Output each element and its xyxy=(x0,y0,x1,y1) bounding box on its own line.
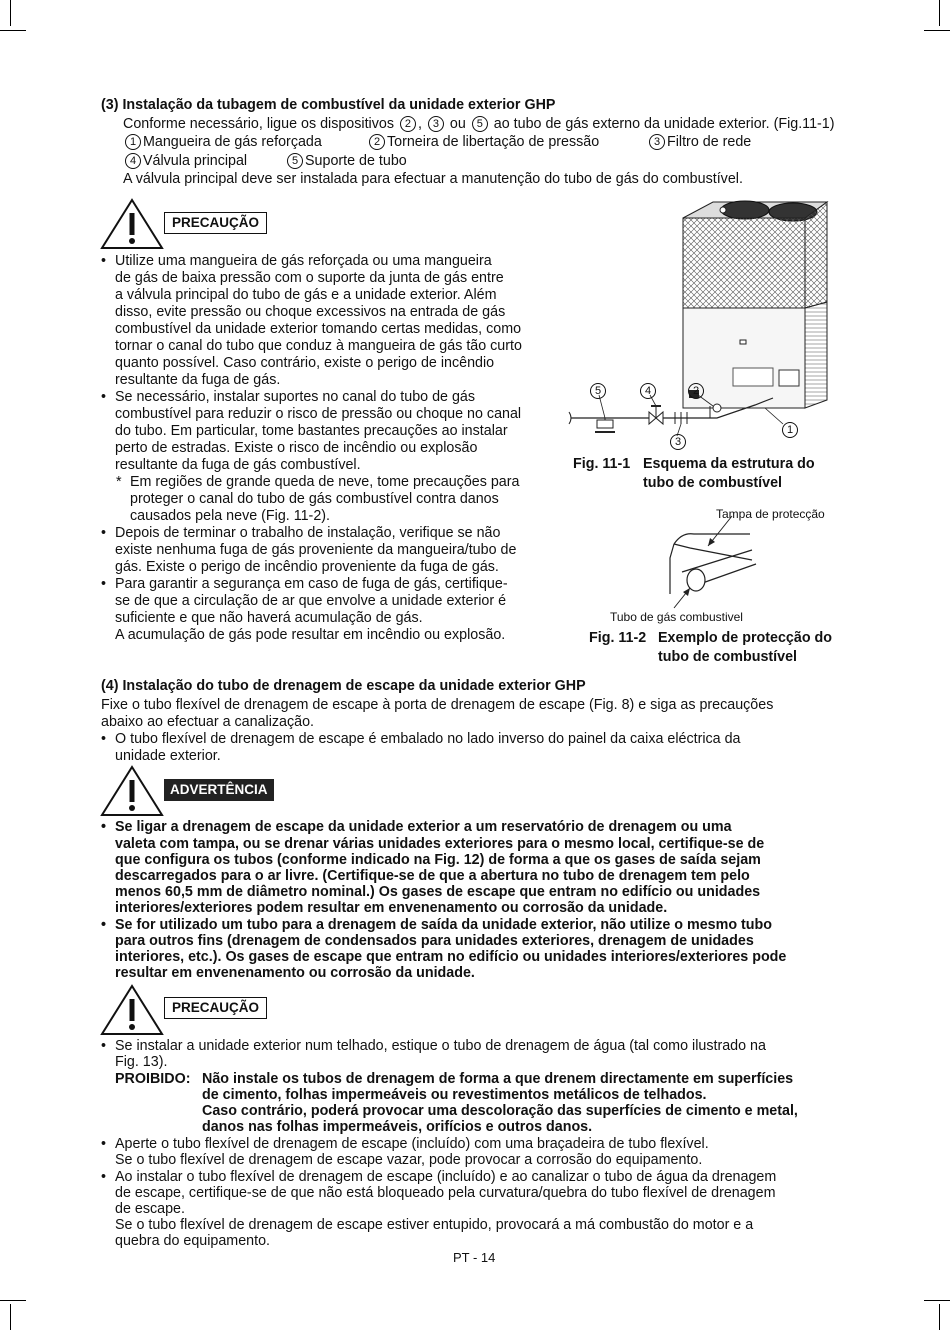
fig1-caption-line2: tubo de combustível xyxy=(643,475,783,491)
number-marker: 2 xyxy=(369,134,385,150)
section3-note: A válvula principal deve ser instalada para efectuar a manutenção do tubo de gás do combustível. xyxy=(123,171,743,187)
text-line: gás. Existe o perigo de incêndio proveniente da fuga de gás. xyxy=(115,559,499,575)
caution-label: PRECAUÇÃO xyxy=(164,997,267,1019)
text-line: combustível para reduzir o risco de pressão ou choque no canal xyxy=(115,406,522,422)
crop-mark xyxy=(10,1304,11,1330)
number-marker: 3 xyxy=(649,134,665,150)
prohibited-label: PROIBIDO: xyxy=(115,1071,191,1087)
fig1-caption-number: Fig. 11-1 xyxy=(573,456,631,472)
text-line: • Para garantir a segurança em caso de fuga de gás, certifique- xyxy=(115,576,508,593)
text-line: do tubo. Em particular, tome bastantes precauções ao instalar xyxy=(115,423,508,439)
item-2 xyxy=(367,134,599,151)
crop-mark xyxy=(939,1304,940,1330)
text-line: menos 60,5 mm de diâmetro nominal.) Os gases de escape que entram no edifício ou unidades xyxy=(115,884,761,900)
text-line: disso, evite pressão ou choque excessivos na entrada de gás xyxy=(115,304,506,320)
crop-mark xyxy=(0,1300,26,1301)
text-line: Fig. 13). xyxy=(115,1054,168,1070)
text-line: suficiente e que não haverá acumulação de gás. xyxy=(115,610,423,626)
intro-text: Conforme necessário, ligue os dispositivos xyxy=(123,116,394,132)
text-line: • Se necessário, instalar suportes no canal do tubo de gás xyxy=(115,389,475,406)
text-line: de escape, certifique-se de que não está bloqueado pela curvatura/quebra do tubo flexível de drenagem xyxy=(115,1185,776,1201)
text-line: existe nenhuma fuga de gás proveniente da mangueira/tubo de xyxy=(115,542,517,558)
text-line: de gás de baixa pressão com o suporte da junta de gás entre xyxy=(115,270,504,286)
number-marker: 5 xyxy=(472,116,488,132)
text-line: descarregados para o ar livre. (Certifique-se de que a abertura no tubo de drenagem tem pelo xyxy=(115,868,750,884)
warning-triangle-icon xyxy=(100,765,164,817)
number-marker: 2 xyxy=(400,116,416,132)
warning-triangle-icon xyxy=(100,984,164,1036)
fig1-caption-line1: Esquema da estrutura do xyxy=(643,456,815,472)
crop-mark xyxy=(939,0,940,26)
intro-text: ou xyxy=(449,116,466,132)
warning-label: ADVERTÊNCIA xyxy=(164,779,274,801)
text-line: Não instale os tubos de drenagem de forma a que drenem directamente em superfícies xyxy=(202,1071,794,1087)
text-line: abaixo ao efectuar a canalização. xyxy=(101,714,315,730)
text-line: • Aperte o tubo flexível de drenagem de escape (incluído) com uma braçadeira de tubo flexível. xyxy=(115,1136,709,1153)
text-line: danos nas folhas impermeáveis, orifícios e outros danos. xyxy=(202,1119,593,1135)
text-line: resultar em envenenamento ou corrosão da unidade. xyxy=(115,965,475,981)
section3-intro xyxy=(123,116,835,133)
figure-marker-5: 5 xyxy=(590,383,606,399)
text-line: resultante da fuga de gás. xyxy=(115,372,281,388)
number-marker: 3 xyxy=(428,116,444,132)
item-3 xyxy=(647,134,751,151)
text-line: quanto possível. Caso contrário, existe o perigo de incêndio xyxy=(115,355,495,371)
text-line: • O tubo flexível de drenagem de escape é embalado no lado inverso do painel da caixa eléctrica da xyxy=(115,731,741,748)
text-line: resultante da fuga de gás combustível. xyxy=(115,457,361,473)
text-line: tornar o canal do tubo que conduz à mangueira de gás tão curto xyxy=(115,338,522,354)
text-line: Se o tubo flexível de drenagem de escape vazar, pode provocar a corrosão do equipamento. xyxy=(115,1152,703,1168)
text-line: Se o tubo flexível de drenagem de escape estiver entupido, provocará a má combustão do motor e a xyxy=(115,1217,754,1233)
item-label: Suporte de tubo xyxy=(305,153,407,169)
crop-mark xyxy=(10,0,11,26)
fig2-label-cover: Tampa de protecção xyxy=(716,507,825,521)
number-marker: 1 xyxy=(125,134,141,150)
text-line: proteger o canal do tubo de gás combustível contra danos xyxy=(130,491,499,507)
fig2-caption-line1: Exemplo de protecção do xyxy=(658,630,832,646)
text-line: • Se ligar a drenagem de escape da unidade exterior a um reservatório de drenagem ou uma xyxy=(115,819,732,836)
pipe-protection-figure xyxy=(660,514,780,614)
text-line: • Ao instalar o tubo flexível de drenagem de escape (incluído) e ao canalizar o tubo de água da drenagem xyxy=(115,1169,776,1186)
figure-marker-1: 1 xyxy=(782,422,798,438)
text-line: • Se instalar a unidade exterior num telhado, estique o tubo de drenagem de água (tal como ilustrado na xyxy=(115,1038,766,1055)
section3-heading: (3) Instalação da tubagem de combustível da unidade exterior GHP xyxy=(101,97,556,113)
star-mark: * xyxy=(116,474,122,490)
section4-heading: (4) Instalação do tubo de drenagem de escape da unidade exterior GHP xyxy=(101,678,586,694)
text-line: se de que a circulação de ar que envolve a unidade exterior é xyxy=(115,593,507,609)
item-5 xyxy=(285,153,407,170)
intro-text: ao tubo de gás externo da unidade exterior. (Fig.11-1) xyxy=(493,116,835,132)
text-line: A acumulação de gás pode resultar em incêndio ou explosão. xyxy=(115,627,506,643)
text-line: para outros fins (drenagem de condensados para unidades exteriores, drenagem de unidades xyxy=(115,933,754,949)
number-marker: 4 xyxy=(125,153,141,169)
fig2-caption-number: Fig. 11-2 xyxy=(589,630,647,646)
text-line: combustível da unidade exterior tomando certas medidas, como xyxy=(115,321,522,337)
warning-triangle-icon xyxy=(100,198,164,250)
crop-mark xyxy=(924,30,950,31)
text-line: de cimento, folhas impermeáveis ou revestimentos metálicos de telhados. xyxy=(202,1087,707,1103)
item-4 xyxy=(123,153,247,170)
figure-marker-4: 4 xyxy=(640,383,656,399)
text-line: valeta com tampa, ou se drenar várias unidades exteriores para o mesmo local, certifique-se de xyxy=(115,836,765,852)
text-line: interiores/exteriores podem resultar em envenenamento ou corrosão da unidade. xyxy=(115,900,668,916)
text-line: interiores, etc.). Os gases de escape que entram no edifício ou unidades interiores/exteriores pode xyxy=(115,949,787,965)
crop-mark xyxy=(0,30,26,31)
text-line: de escape. xyxy=(115,1201,185,1217)
text-line: unidade exterior. xyxy=(115,748,221,764)
page-number: PT - 14 xyxy=(453,1250,496,1265)
item-label: Mangueira de gás reforçada xyxy=(143,134,322,150)
text-line: Em regiões de grande queda de neve, tome precauções para xyxy=(130,474,520,490)
crop-mark xyxy=(924,1300,950,1301)
text-line: • Se for utilizado um tubo para a drenagem de saída da unidade exterior, não utilize o mesmo tubo xyxy=(115,917,772,934)
text-line: a válvula principal do tubo de gás e a unidade exterior. Além xyxy=(115,287,497,303)
caution-label: PRECAUÇÃO xyxy=(164,212,267,234)
fig2-label-pipe: Tubo de gás combustivel xyxy=(610,610,743,624)
text-line: • Utilize uma mangueira de gás reforçada ou uma mangueira xyxy=(115,253,492,270)
number-marker: 5 xyxy=(287,153,303,169)
fuel-pipe-structure-figure xyxy=(565,190,845,460)
figure-marker-2: 2 xyxy=(688,383,704,399)
item-1 xyxy=(123,134,322,151)
fig2-caption-line2: tubo de combustível xyxy=(658,649,798,665)
item-label: Válvula principal xyxy=(143,153,248,169)
text-line: que configura os tubos (conforme indicado na Fig. 12) de forma a que os gases de saída sejam xyxy=(115,852,761,868)
item-label: Filtro de rede xyxy=(667,134,752,150)
item-label: Torneira de libertação de pressão xyxy=(387,134,600,150)
intro-text: , xyxy=(417,116,422,132)
text-line: quebra do equipamento. xyxy=(115,1233,271,1249)
text-line: Caso contrário, poderá provocar uma descoloração das superfícies de cimento e metal, xyxy=(202,1103,798,1119)
text-line: Fixe o tubo flexível de drenagem de escape à porta de drenagem de escape (Fig. 8) e siga as precauções xyxy=(101,697,774,713)
figure-marker-3: 3 xyxy=(670,434,686,450)
text-line: • Depois de terminar o trabalho de instalação, verifique se não xyxy=(115,525,500,542)
text-line: perto de estradas. Existe o risco de incêndio ou explosão xyxy=(115,440,478,456)
text-line: causados pela neve (Fig. 11-2). xyxy=(130,508,331,524)
